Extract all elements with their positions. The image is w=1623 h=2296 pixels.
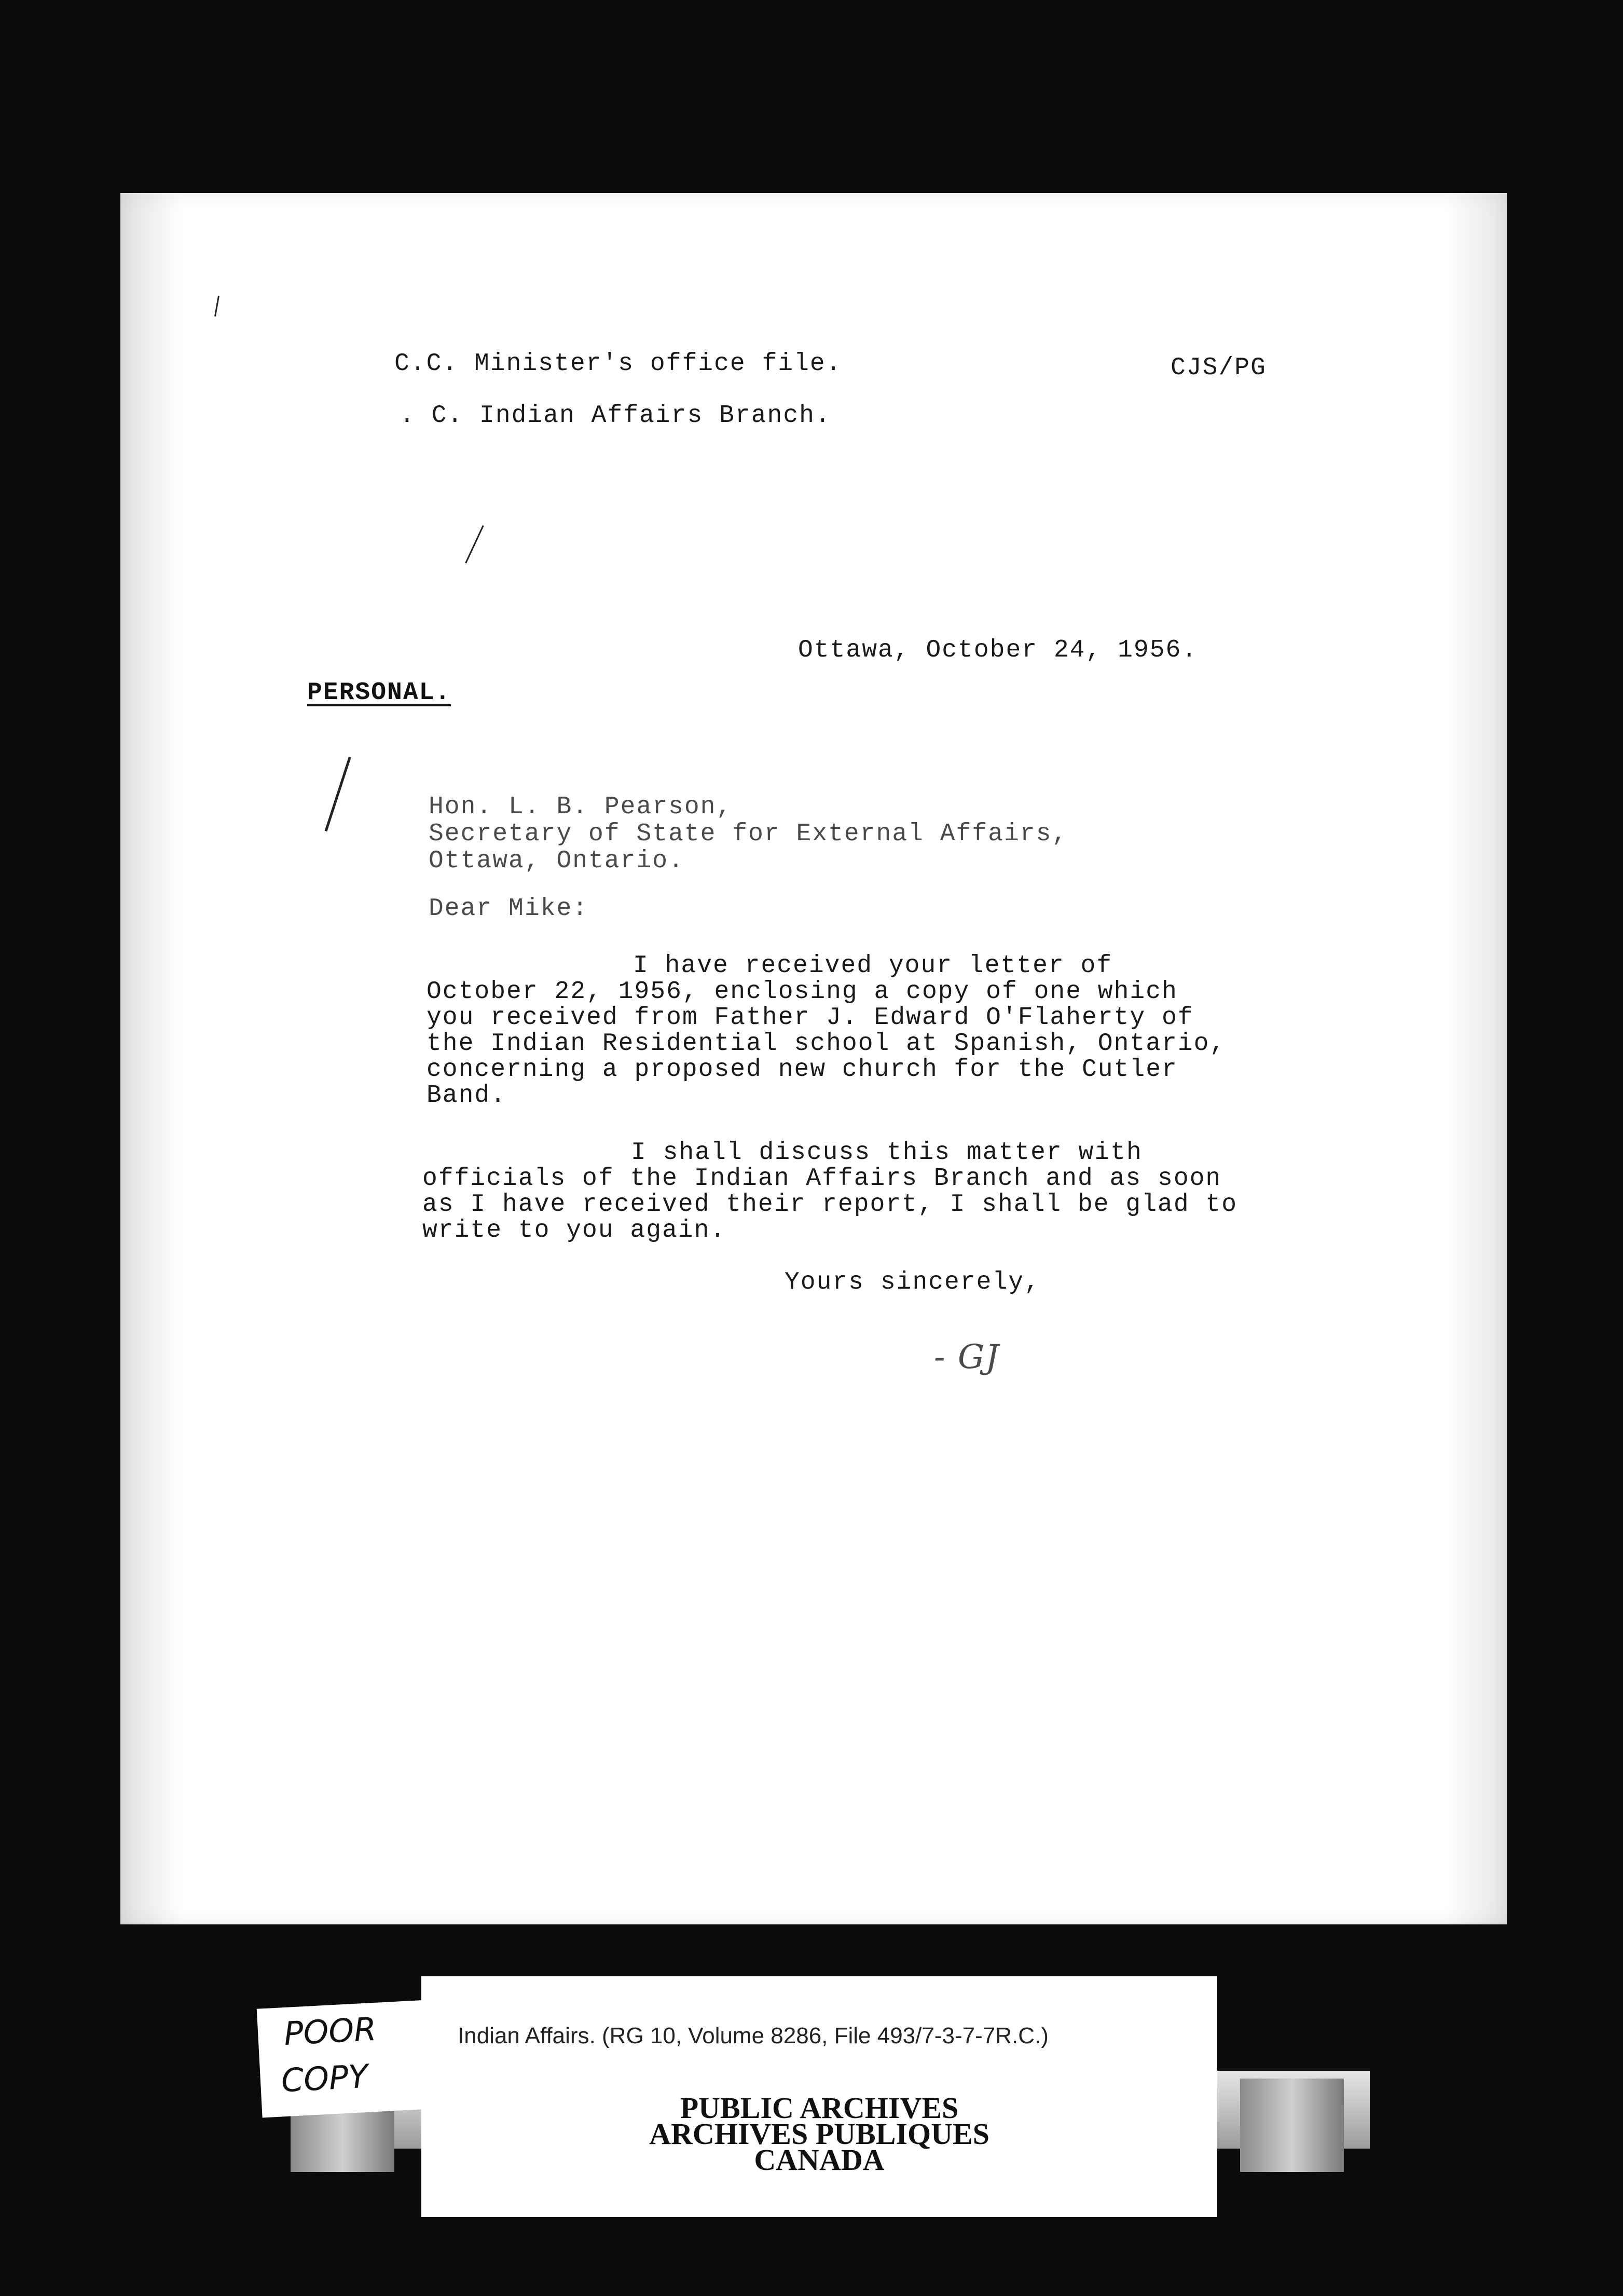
recipient-address: Ottawa, Ontario. <box>429 847 684 875</box>
closing: Yours sincerely, <box>785 1268 1040 1296</box>
paragraph-1-line: concerning a proposed new church for the Cutler <box>427 1056 1178 1084</box>
paragraph-1-line: I have received your letter of <box>633 952 1113 980</box>
archive-name-en: PUBLIC ARCHIVES <box>680 2091 959 2125</box>
date-line: Ottawa, October 24, 1956. <box>798 636 1198 664</box>
recipient-title: Secretary of State for External Affairs, <box>429 820 1068 848</box>
archive-name-fr: ARCHIVES PUBLIQUES <box>649 2117 989 2151</box>
paragraph-2-line: I shall discuss this matter with <box>631 1139 1143 1167</box>
recipient-name: Hon. L. B. Pearson, <box>429 793 733 821</box>
archive-label-strip-end <box>1240 2079 1344 2172</box>
paragraph-2-line: write to you again. <box>422 1217 726 1245</box>
poor-copy-note <box>257 2000 434 2118</box>
page-shadow-right <box>1445 193 1507 1924</box>
paragraph-1-line: you received from Father J. Edward O'Flaherty of <box>427 1004 1194 1032</box>
poor-copy-line: POOR <box>283 2010 378 2053</box>
paragraph-2-line: officials of the Indian Affairs Branch and as soon <box>422 1165 1222 1193</box>
personal-heading: PERSONAL. <box>307 679 451 707</box>
archive-country: CANADA <box>754 2143 885 2177</box>
salutation: Dear Mike: <box>429 895 589 923</box>
reference-code: CJS/PG <box>1171 354 1267 382</box>
paragraph-1-line: Band. <box>427 1082 507 1110</box>
page-shadow-left <box>120 193 183 1924</box>
handwritten-initials: - GJ <box>934 1338 1000 1376</box>
paragraph-2-line: as I have received their report, I shall be glad to <box>422 1191 1238 1219</box>
paragraph-1-line: October 22, 1956, enclosing a copy of one which <box>427 978 1178 1006</box>
archive-reference: Indian Affairs. (RG 10, Volume 8286, File 493/7-3-7-7R.C.) <box>458 2023 1049 2048</box>
paragraph-1-line: the Indian Residential school at Spanish, Ontario, <box>427 1030 1226 1058</box>
poor-copy-line: COPY <box>280 2057 369 2100</box>
cc-line-indian-affairs: . C. Indian Affairs Branch. <box>400 402 831 430</box>
cc-line-minister: C.C. Minister's office file. <box>394 350 842 378</box>
